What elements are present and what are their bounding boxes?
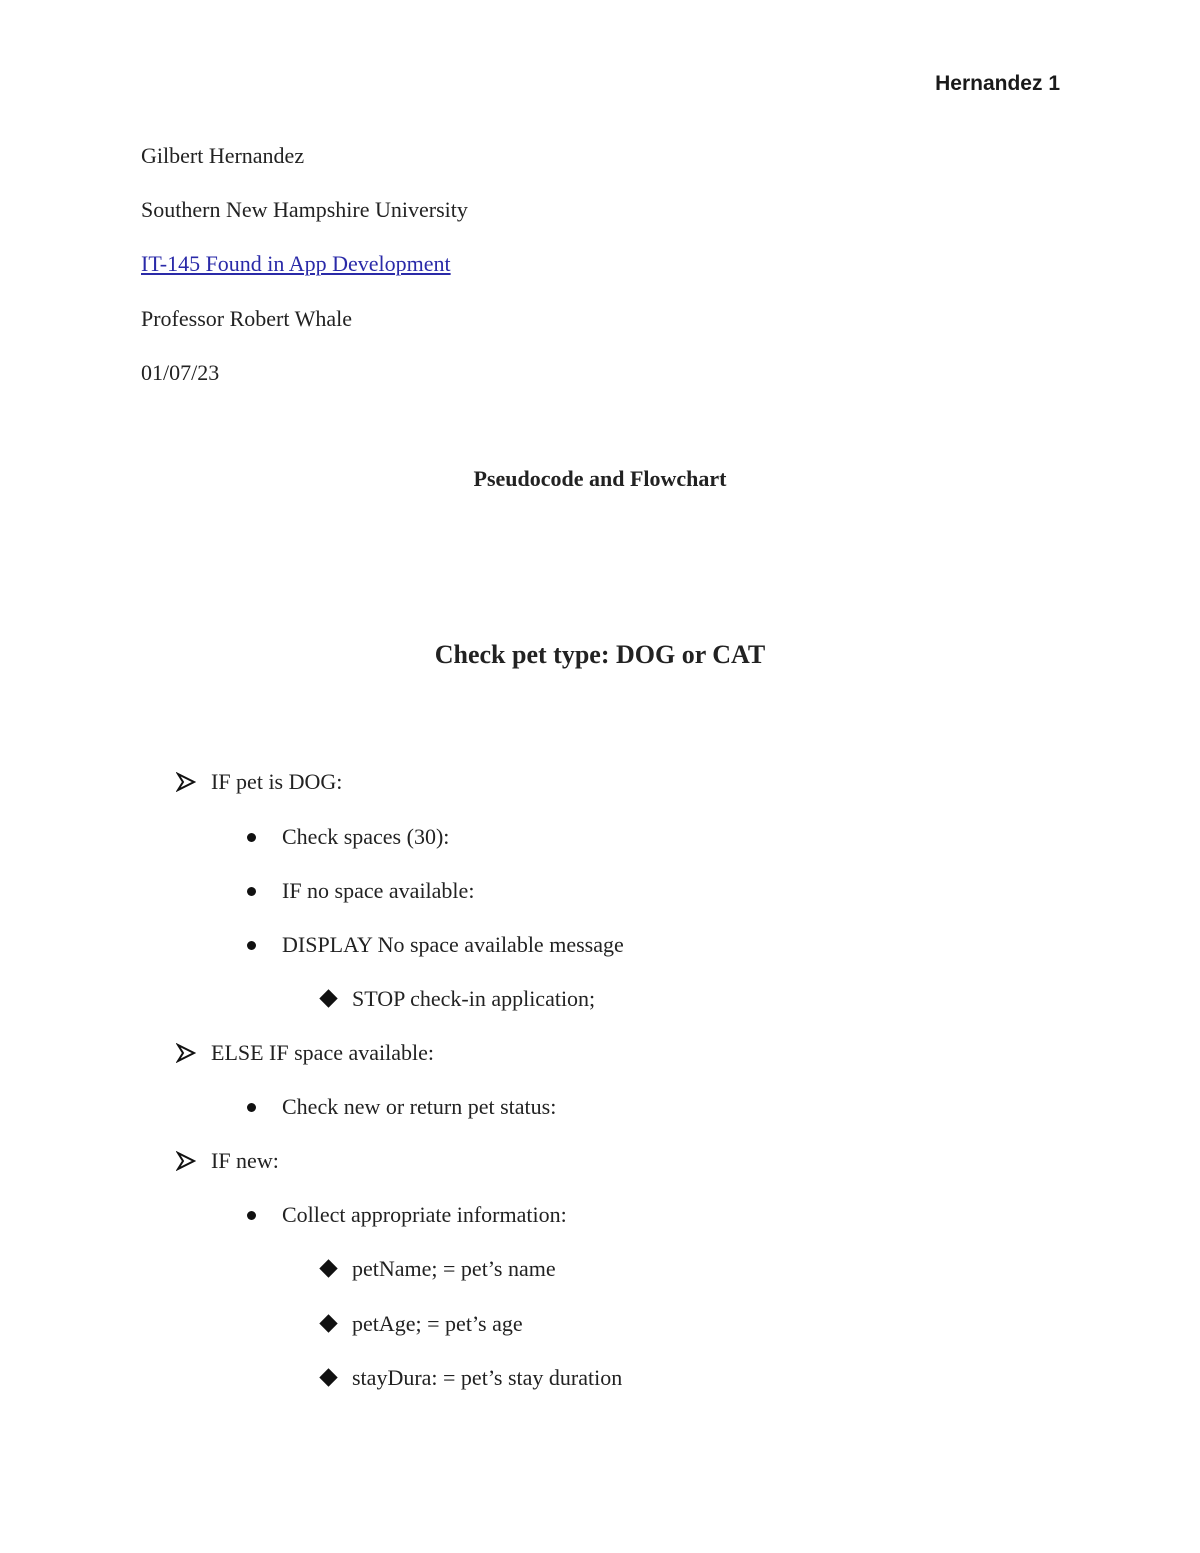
list-item-text: Check spaces (30):: [282, 824, 450, 849]
bullet-dot-icon: [247, 941, 256, 950]
list-item-text: stayDura: = pet’s stay duration: [352, 1365, 623, 1390]
list-item-text: STOP check-in application;: [352, 986, 596, 1011]
bullet-dot-icon: [247, 833, 256, 842]
diamond-icon: [319, 1368, 337, 1386]
list-item-text: petName; = pet’s name: [352, 1256, 556, 1281]
arrow-icon: [176, 1151, 196, 1171]
bullet-dot-icon: [247, 1211, 256, 1220]
list-item-text: ELSE IF space available:: [211, 1040, 434, 1065]
author-name: Gilbert Hernandez: [141, 143, 305, 168]
arrow-icon: [176, 1043, 196, 1063]
list-item-text: IF no space available:: [282, 878, 475, 903]
diamond-icon: [319, 1314, 337, 1332]
list-item-text: petAge; = pet’s age: [352, 1311, 523, 1336]
list-item-text: IF new:: [211, 1148, 279, 1173]
list-item-text: IF pet is DOG:: [211, 769, 343, 794]
list-item-text: DISPLAY No space available message: [282, 932, 624, 957]
list-item-text: Collect appropriate information:: [282, 1202, 567, 1227]
arrow-icon: [176, 772, 196, 792]
diamond-icon: [319, 1259, 337, 1277]
running-head: Hernandez 1: [935, 72, 1060, 95]
course-link[interactable]: IT-145 Found in App Development: [141, 251, 451, 276]
bullet-dot-icon: [247, 887, 256, 896]
professor-name: Professor Robert Whale: [141, 306, 352, 331]
list-item-text: Check new or return pet status:: [282, 1094, 557, 1119]
section-title: Check pet type: DOG or CAT: [434, 640, 766, 669]
document-date: 01/07/23: [141, 360, 220, 385]
document-title: Pseudocode and Flowchart: [473, 466, 727, 491]
bullet-dot-icon: [247, 1103, 256, 1112]
school-name: Southern New Hampshire University: [141, 197, 468, 222]
diamond-icon: [319, 989, 337, 1007]
